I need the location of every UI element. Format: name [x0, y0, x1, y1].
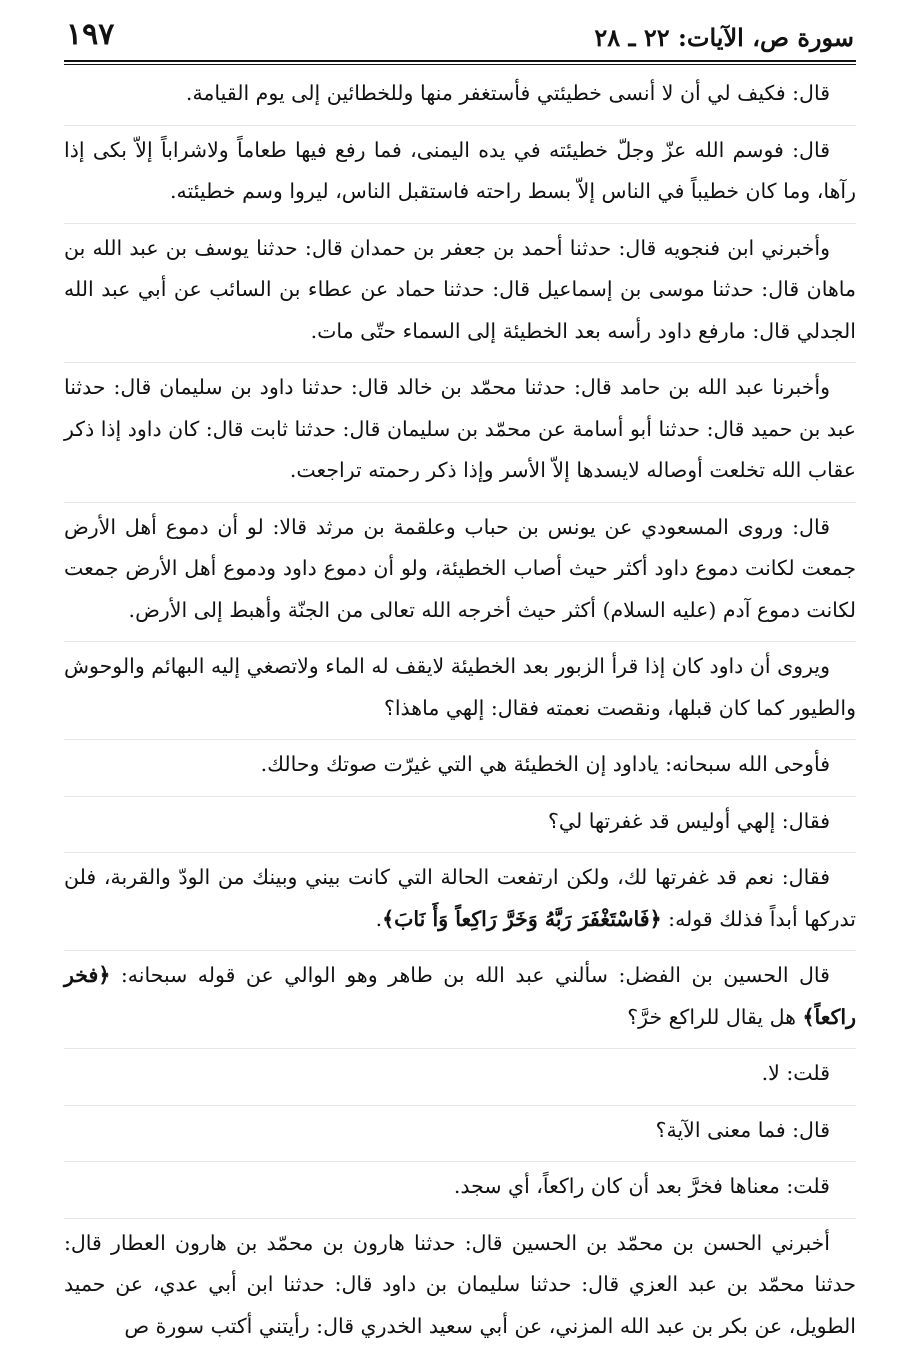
paragraph-text: فأوحى الله سبحانه: ياداود إن الخطيئة هي التي غيرّت صوتك وحالك. [260, 752, 830, 776]
paragraph [64, 852, 856, 950]
page-body [64, 73, 856, 1357]
paragraph [64, 502, 856, 642]
paragraph [64, 1105, 856, 1162]
paragraph [64, 1218, 856, 1358]
paragraph-text: فقال: إلهي أوليس قد غفرتها لي؟ [547, 808, 830, 833]
paragraph-text: أخبرني الحسن بن محمّد بن الحسين قال: حدثنا هارون بن محمّد بن هارون العطار قال: حدثنا محمّد بن عبد العزي قال: حدثنا سليمان بن داود قال: حدثنا ابن أبي عدي، عن حميد الطويل، عن بكر بن عبد الله المزني، عن أبي سعيد الخدري قال: رأيتني أكتب سورة ص [64, 1230, 856, 1338]
paragraph [64, 641, 856, 739]
paragraph-text: قال الحسين بن الفضل: سألني عبد الله بن طاهر وهو الوالي عن قوله سبحانه: [120, 963, 830, 987]
running-header [64, 18, 856, 58]
running-title: سورة ص، الآيات: ٢٢ ـ ٢٨ [594, 23, 854, 52]
paragraph-text: قلت: معناها فخرَّ بعد أن كان راكعاً، أي سجد. [453, 1174, 830, 1198]
paragraph [64, 1161, 856, 1218]
paragraph-text: قال: فكيف لي أن لا أنسى خطيئتي فأستغفر منها وللخطائين إلى يوم القيامة. [185, 81, 830, 105]
paragraph-tail: . [375, 906, 383, 931]
header-rule [64, 60, 856, 62]
paragraph-text: قلت: لا. [761, 1061, 830, 1085]
paragraph [64, 362, 856, 502]
paragraph [64, 739, 856, 796]
paragraph [64, 125, 856, 223]
paragraph [64, 73, 856, 125]
header-rule-thin [64, 64, 856, 65]
paragraph-text: قال: وروى المسعودي عن يونس بن حباب وعلقمة بن مرثد قالا: لو أن دموع أهل الأرض جمعت لكانت دموع داود أكثر حيث أصاب الخطيئة، ولو أن دموع داود ودموع أهل الأرض جمعت لكانت دموع آدم (عليه السلام) أكثر حيث أخرجه الله تعالى من الجنّة وأهبط إلى الأرض. [64, 514, 856, 622]
paragraph-text: قال: فوسم الله عزّ وجلّ خطيئته في يده اليمنى، فما رفع فيها طعاماً ولاشراباً إلاّ بكى إذا رآها، وما كان خطيباً في الناس إلاّ بسط راحته فاستقبل الناس، ليروا وسم خطيئته. [64, 137, 856, 203]
quran-verse: ﴿فَاسْتَغْفَرَ رَبَّهُ وَخَرَّ رَاكِعاً وَأَ نَابَ﴾ [382, 906, 662, 931]
quran-verse: ﴿فخر راكعاً﴾ [64, 963, 856, 1029]
paragraph [64, 223, 856, 363]
page-number: ١٩٧ [66, 17, 115, 52]
paragraph-text: ويروى أن داود كان إذا قرأ الزبور بعد الخطيئة لايقف له الماء ولاتصغي إليه البهائم والوحوش والطيور كما كان قبلها، ونقصت نعمته فقال: إلهي ماهذا؟ [64, 654, 856, 720]
paragraph-tail: هل يقال للراكع خرَّ؟ [627, 1004, 796, 1029]
paragraph-text: قال: فما معنى الآية؟ [655, 1117, 830, 1142]
paragraph [64, 796, 856, 853]
paragraph-text: وأخبرنا عبد الله بن حامد قال: حدثنا محمّد بن خالد قال: حدثنا داود بن سليمان قال: حدثنا عبد بن حميد قال: حدثنا أبو أسامة عن محمّد بن سليمان قال: حدثنا ثابت قال: كان داود إذا ذكر عقاب الله تخلعت أوصاله لايسدها إلاّ الأسر وإذا ذكر رحمته تراجعت. [64, 375, 856, 482]
paragraph [64, 950, 856, 1048]
paragraph-text: فقال: نعم قد غفرتها لك، ولكن ارتفعت الحالة التي كانت بيني وبينك من الودّ والقربة، فلن تدركها أبداً فذلك قوله: [64, 865, 856, 931]
paragraph [64, 1048, 856, 1105]
paragraph-text: وأخبرني ابن فنجويه قال: حدثنا أحمد بن جعفر بن حمدان قال: حدثنا يوسف بن عبد الله بن ماهان قال: حدثنا موسى بن إسماعيل قال: حدثنا حماد عن عطاء بن السائب عن أبي عبد الله الجدلي قال: مارفع داود رأسه بعد الخطيئة إلى السماء حتّى مات. [64, 235, 856, 343]
